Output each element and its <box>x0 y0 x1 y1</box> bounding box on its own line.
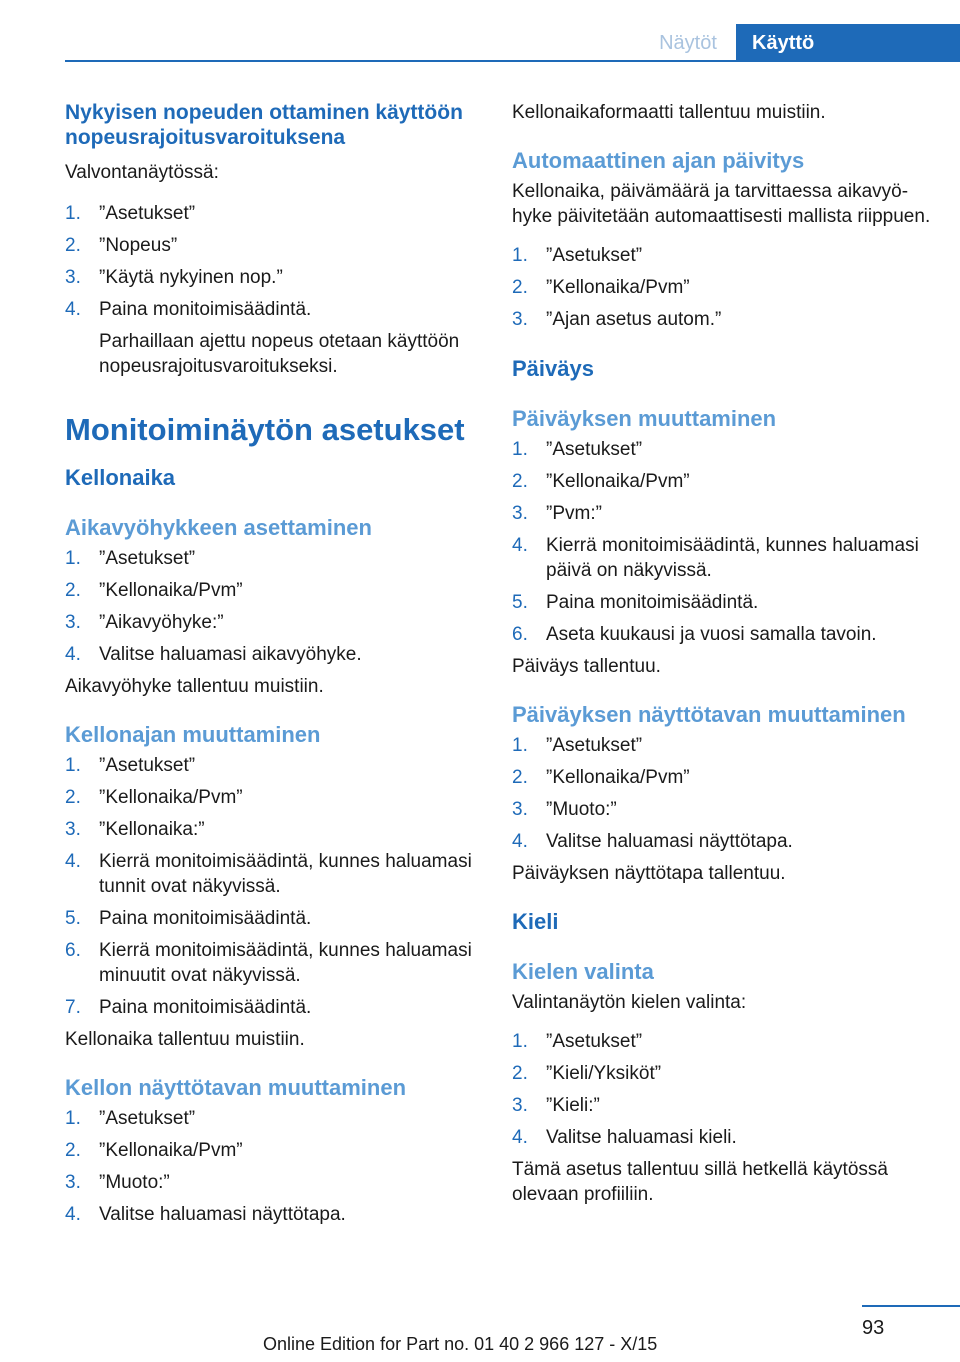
list-item: 2. ”Kellonaika/Pvm” <box>65 787 243 808</box>
time-steps <box>65 753 485 1020</box>
list-item: 3. ”Muoto:” <box>512 799 617 820</box>
page-number: 93 <box>862 1317 885 1339</box>
list-item: 3. ”Pvm:” <box>512 503 602 524</box>
format-title: Kellon näyttötavan muuttaminen <box>65 1075 407 1100</box>
lang-steps <box>512 1029 932 1150</box>
date-steps <box>512 437 932 647</box>
tz-result: Aikavyöhyke tallentuu muistiin. <box>65 676 324 697</box>
list-item: 2. ”Kellonaika/Pvm” <box>512 277 690 298</box>
footer-rule <box>862 1305 960 1307</box>
list-item: 4. Kierrä monitoimisäädintä, kunnes haluamasi tunnit ovat näkyvissä. <box>65 851 472 897</box>
list-item: 1. ”Asetukset” <box>65 755 196 776</box>
list-item: 4. Paina monitoimisäädintä. Parhaillaan ajettu nopeus otetaan käyttöön nopeusrajoitusvaroitukseksi. <box>65 297 485 379</box>
list-item: 2. ”Kellonaika/Pvm” <box>65 1140 243 1161</box>
list-item: 2. ”Kellonaika/Pvm” <box>65 580 243 601</box>
clock-title: Kellonaika <box>65 465 176 490</box>
sec1-intro: Valvontanäytössä: <box>65 162 219 183</box>
list-item: 5. Paina monitoimisäädintä. <box>65 908 312 929</box>
list-item: 6. Kierrä monitoimisäädintä, kunnes haluamasi minuutit ovat näkyvissä. <box>65 940 472 986</box>
format-steps <box>65 1106 485 1227</box>
tab-naytot[interactable]: Näytöt <box>659 31 717 54</box>
section-title-speed-limit: Nykyisen nopeuden ottaminen käyttöön nopeusrajoitusvaroituksena <box>65 101 463 149</box>
step-note: Parhaillaan ajettu nopeus otetaan käyttöön nopeusrajoitusvaroitukseksi. <box>99 331 460 377</box>
format-result: Kellonaikaformaatti tallentuu muistiin. <box>512 102 826 123</box>
list-item: 3. ”Käytä nykyinen nop.” <box>65 267 283 288</box>
right-column <box>512 100 932 1207</box>
list-item: 4. Kierrä monitoimisäädintä, kunnes haluamasi päivä on näkyvissä. <box>512 535 919 581</box>
date-format-title: Päiväyksen näyttötavan muuttaminen <box>512 702 906 727</box>
list-item: 4. Valitse haluamasi aikavyöhyke. <box>65 644 362 665</box>
list-item: 3. ”Ajan asetus autom.” <box>512 309 722 330</box>
sec1-steps <box>65 201 485 379</box>
list-item: 2. ”Nopeus” <box>65 235 178 256</box>
list-item: 4. Valitse haluamasi kieli. <box>512 1127 737 1148</box>
list-item: 1. ”Asetukset” <box>512 245 643 266</box>
auto-text: Kellonaika, päivämäärä ja tarvittaessa aikavyöhyke päivitetään automaattisesti mallista riippuen. <box>512 181 931 227</box>
list-item: 2. ”Kellonaika/Pvm” <box>512 471 690 492</box>
header-rule <box>65 60 960 62</box>
list-item: 1. ”Asetukset” <box>65 548 196 569</box>
date-title: Päiväys <box>512 356 594 381</box>
tz-title: Aikavyöhykkeen asettaminen <box>65 515 372 540</box>
list-item: 1. ”Asetukset” <box>65 1108 196 1129</box>
main-title: Monitoiminäytön asetukset <box>65 412 465 447</box>
list-item: 3. ”Kellonaika:” <box>65 819 205 840</box>
date-format-result: Päiväyksen näyttötapa tallentuu. <box>512 863 786 884</box>
lang-result: Tämä asetus tallentuu sillä hetkellä käytössä olevaan profiiliin. <box>512 1159 888 1205</box>
list-item: 1. ”Asetukset” <box>512 735 643 756</box>
auto-title: Automaattinen ajan päivitys <box>512 148 805 173</box>
list-item: 1. ”Asetukset” <box>65 203 196 224</box>
tab-kaytto[interactable]: Käyttö <box>736 24 960 62</box>
list-item: 2. ”Kieli/Yksiköt” <box>512 1063 662 1084</box>
list-item: 3. ”Aikavyöhyke:” <box>65 612 224 633</box>
list-item: 5. Paina monitoimisäädintä. <box>512 592 759 613</box>
list-item: 1. ”Asetukset” <box>512 439 643 460</box>
list-item: 3. ”Muoto:” <box>65 1172 170 1193</box>
left-column <box>65 100 485 1234</box>
time-result: Kellonaika tallentuu muistiin. <box>65 1029 305 1050</box>
list-item: 7. Paina monitoimisäädintä. <box>65 997 312 1018</box>
tz-steps <box>65 546 485 667</box>
list-item: 2. ”Kellonaika/Pvm” <box>512 767 690 788</box>
date-format-steps <box>512 733 932 854</box>
list-item: 3. ”Kieli:” <box>512 1095 600 1116</box>
date-result: Päiväys tallentuu. <box>512 656 661 677</box>
time-title: Kellonajan muuttaminen <box>65 722 321 747</box>
lang-select-title: Kielen valinta <box>512 959 654 984</box>
date-change-title: Päiväyksen muuttaminen <box>512 406 777 431</box>
auto-steps <box>512 243 932 332</box>
lang-intro: Valintanäytön kielen valinta: <box>512 992 747 1013</box>
lang-title: Kieli <box>512 909 559 934</box>
list-item: 4. Valitse haluamasi näyttötapa. <box>65 1204 346 1225</box>
edition-text: Online Edition for Part no. 01 40 2 966 127 - X/15 <box>263 1334 658 1354</box>
list-item: 4. Valitse haluamasi näyttötapa. <box>512 831 793 852</box>
list-item: 1. ”Asetukset” <box>512 1031 643 1052</box>
list-item: 6. Aseta kuukausi ja vuosi samalla tavoin. <box>512 624 877 645</box>
